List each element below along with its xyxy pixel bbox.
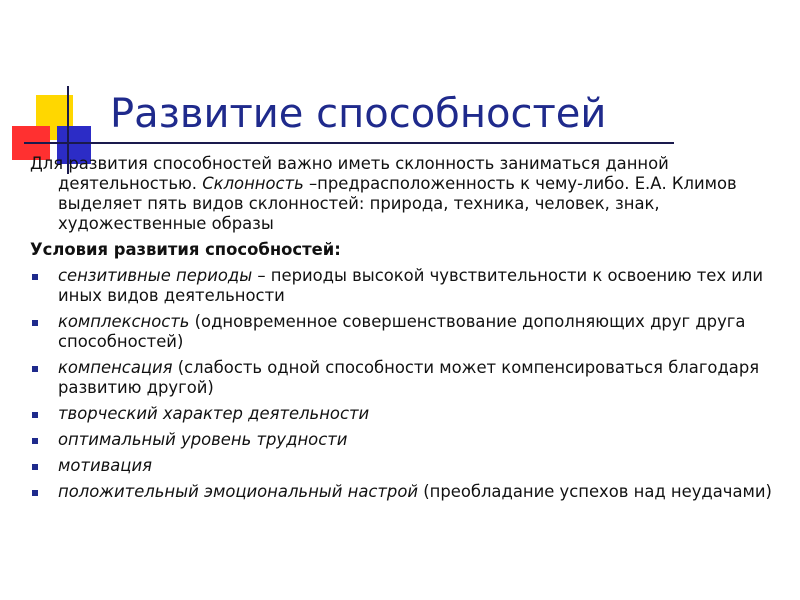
bullet-icon [32, 274, 38, 280]
bullet-icon [32, 438, 38, 444]
list-item [30, 482, 780, 502]
condition-term: комплексность [58, 312, 190, 331]
slide-body [30, 154, 780, 508]
list-item [30, 456, 780, 476]
condition-term: оптимальный уровень трудности [58, 430, 348, 449]
slide-title: Развитие способностей [110, 91, 607, 137]
condition-text: (преобладание успехов над неудачами) [418, 482, 772, 501]
condition-term: мотивация [58, 456, 152, 475]
conditions-heading: Условия развития способностей: [30, 240, 341, 259]
condition-term: компенсация [58, 358, 173, 377]
intro-term: Склонность [202, 174, 304, 193]
bullet-icon [32, 320, 38, 326]
list-item [30, 430, 780, 450]
intro-rest: –предрасположенность к чему-либо. Е.А. Климов выделяет пять видов склонностей: природа, техника, человек, знак, художественные образы [58, 174, 737, 233]
condition-text: – периоды высокой чувствительности к освоению тех или иных видов деятельности [58, 266, 764, 305]
condition-text: (слабость одной способности может компенсироваться благодаря развитию другой) [58, 358, 760, 397]
intro-lead: Для развития способностей важно иметь склонность заниматься данной деятельностью. [30, 154, 669, 193]
list-item [30, 312, 780, 352]
list-item [30, 266, 780, 306]
title-underline [24, 142, 674, 144]
condition-term: положительный эмоциональный настрой [58, 482, 419, 501]
condition-term: сензитивные периоды [58, 266, 253, 285]
conditions-list [30, 266, 780, 502]
bullet-icon [32, 490, 38, 496]
intro-paragraph [30, 154, 780, 234]
list-item [30, 358, 780, 398]
list-item [30, 404, 780, 424]
condition-text: (одновременное совершенствование дополняющих друг друга способностей) [58, 312, 746, 351]
bullet-icon [32, 412, 38, 418]
bullet-icon [32, 464, 38, 470]
bullet-icon [32, 366, 38, 372]
condition-term: творческий характер деятельности [58, 404, 370, 423]
